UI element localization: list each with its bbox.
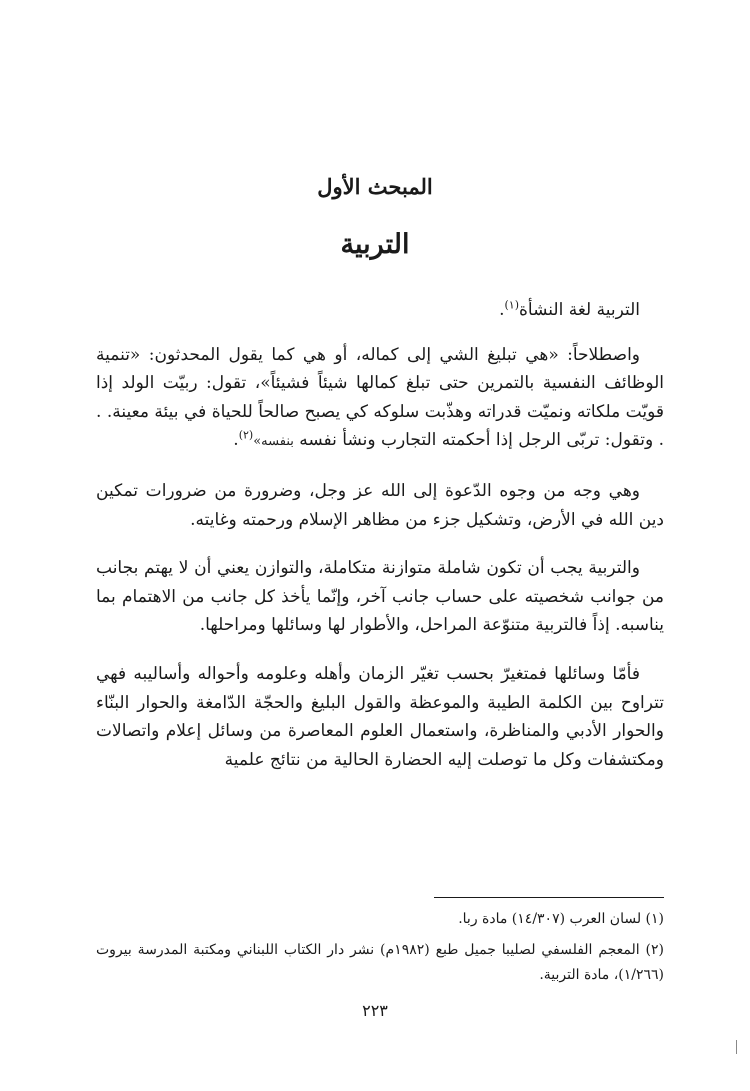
page-number: ٢٢٣: [362, 1001, 388, 1020]
scan-edge-mark: [736, 1040, 737, 1054]
paragraph-methods: فأمّا وسائلها فمتغيرّ بحسب تغيّر الزمان وأهله وعلومه وأحواله وأساليبه فهي تتراوح بين الكلمة الطيبة والموعظة والقول البليغ والحجّة الدّامغة والحوار البنّاء والحوار الأدبي والمناظرة، واستعمال العلوم المعاصرة من وسائل إعلام واتصالات ومكتشفات وكل ما توصلت إليه الحضارة الحالية من نتائج علمية: [96, 663, 664, 770]
paragraph-dawah: وهي وجه من وجوه الدّعوة إلى الله عز وجل، وضرورة من ضرورات تمكين دين الله في الأرض، وتشكيل جزء من مظاهر الإسلام ورحمته وغايته.: [96, 480, 664, 530]
chapter-heading: المبحث الأول: [317, 174, 433, 199]
footnote-1: (١) لسان العرب (١٤/٣٠٧) مادة ربا.: [458, 911, 664, 927]
footnote-2: (٢) المعجم الفلسفي لصليبا جميل طبع (١٩٨٢م) نشر دار الكتاب اللبناني ومكتبة المدرسة بيروت (١/٢٦٦)، مادة التربية.: [96, 942, 665, 983]
paragraph-balance: والتربية يجب أن تكون شاملة متوازنة متكاملة، والتوازن يعني أن لا يهتم بجانب من جوانب شخصيته على حساب جانب آخر، وإنّما يأخذ كل جانب من الاهتمام بما يناسبه. إذاً فالتربية متنوّعة المراحل، والأطوار لها وسائلها ومراحلها.: [96, 558, 664, 636]
paragraph-definition-technical: [96, 341, 664, 457]
paragraph-end: .: [233, 430, 239, 451]
body-text: [96, 296, 664, 794]
paragraph-text: واصطلاحاً: «هي تبليغ الشي إلى كماله، أو هي كما يقول المحدثون: «تنمية الوظائف النفسية بالتمرين حتى تبلغ كمالها شيئاً فشيئاً»، تقول: ربيّت الولد إذا قويّت ملكاته ونميّت قدراته وهذّبت سلوكه كي يصبح صالحاً للحياة في بيئة معينة. . . وتقول: تربّى الرجل إذا أحكمته التجارب ونشأ نفسه: [96, 344, 664, 451]
paragraph-small-text: بنفسه»: [253, 434, 294, 450]
section-title: التربية: [340, 229, 410, 260]
paragraph-text: التربية لغة النشأة: [519, 300, 640, 320]
footnotes: [96, 907, 664, 994]
paragraph-end: .: [499, 300, 505, 320]
footnote-divider: [434, 897, 664, 898]
footnote-ref-1: (١): [504, 298, 520, 312]
paragraph-definition-linguistic: [96, 296, 664, 325]
footnote-ref-2: (٢): [238, 428, 254, 442]
